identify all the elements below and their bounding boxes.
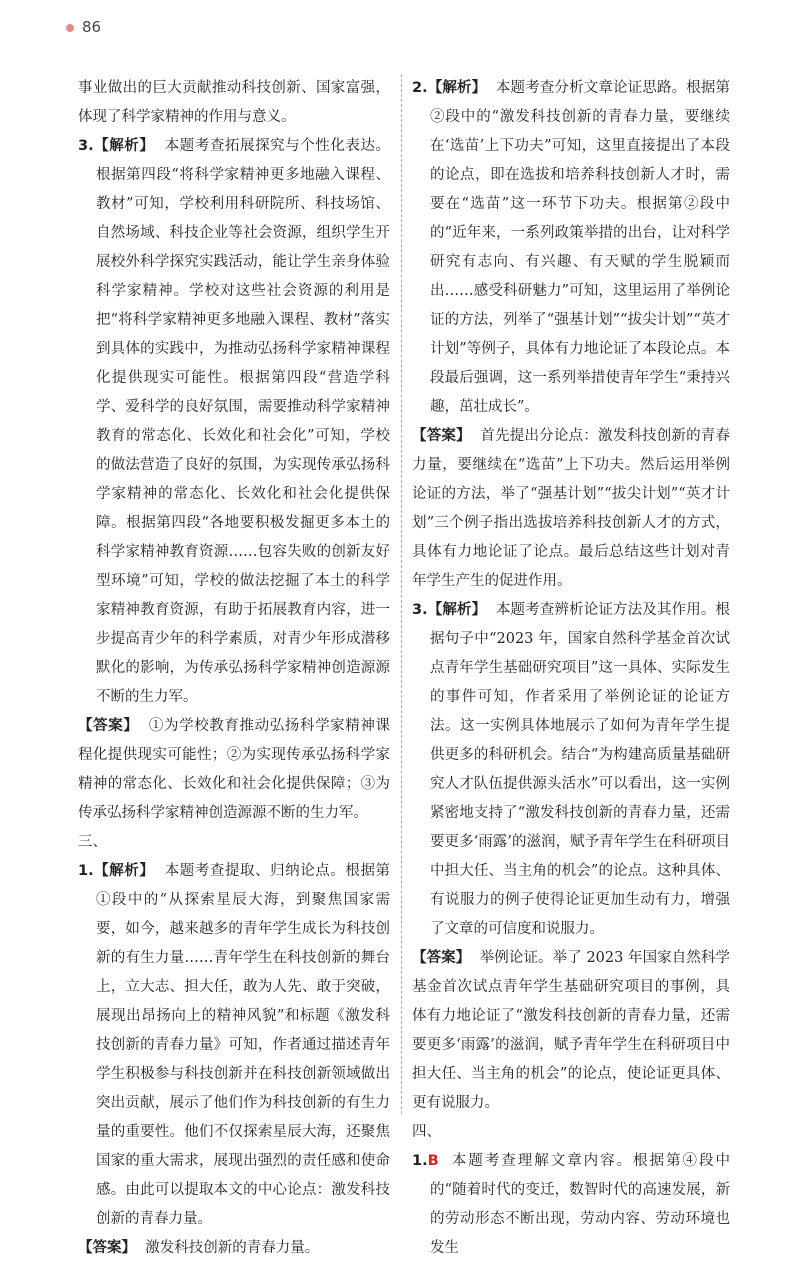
s4-q1-number: 1. xyxy=(412,1153,428,1169)
analysis-tag: 【解析】 xyxy=(427,80,487,96)
s3-q1-number: 1. xyxy=(78,863,94,879)
s3-q2-analysis xyxy=(412,74,730,422)
page-number xyxy=(66,18,101,36)
s3-q1-analysis xyxy=(78,857,390,1234)
page-number-text: 86 xyxy=(82,18,102,36)
q3-answer xyxy=(78,712,390,828)
s3-q2-analysis-text: 本题考查分析文章论证思路。根据第②段中的“激发科技创新的青春力量，要继续在‘选苗’上下功夫”可知，这里直接提出了本段的论点，即在选拔和培养科技创新人才时，需要在“选苗”这一环节下功夫。根据第②段中的“近年来，一系列政策举措的出台，让对科学研究有志向、有兴趣、有天赋的学生脱颖而出……感受科研魅力”可知，这里运用了举例论证的方法，列举了“强基计划”“拔尖计划”“英才计划”等例子，具体有力地论证了本段论点。本段最后强调，这一系列举措使青年学生“秉持兴趣，茁壮成长”。 xyxy=(430,80,731,415)
answer-tag: 【答案】 xyxy=(412,428,471,444)
s4-q1 xyxy=(412,1147,730,1263)
analysis-tag: 【解析】 xyxy=(93,863,155,879)
s4-q1-text: 本题考查理解文章内容。根据第④段中的“随着时代的变迁，数智时代的高速发展，新的劳动形态不断出现，劳动内容、劳动环境也发生 xyxy=(430,1153,731,1256)
s3-q3-answer xyxy=(412,944,730,1118)
q3-analysis-text: 本题考查拓展探究与个性化表达。根据第四段“将科学家精神更多地融入课程、教材”可知，学校利用科研院所、科技场馆、自然场域、科技企业等社会资源，组织学生开展校外科学探究实践活动，能让学生亲身体验科学家精神。学校对这些社会资源的利用是把“将科学家精神更多地融入课程、教材”落实到具体的实践中，为推动弘扬科学家精神课程化提供现实可能性。根据第四段“营造学科学、爱科学的良好氛围，需要推动科学家精神教育的常态化、长效化和社会化”可知，学校的做法营造了良好的氛围，为实现传承弘扬科学家精神的常态化、长效化和社会化提供保障。根据第四段“各地要积极发掘更多本土的科学家精神教育资源……包容失败的创新友好型环境”可知，学校的做法挖掘了本土的科学家精神教育资源，有助于拓展教育内容，进一步提高青少年的科学素质，对青少年形成潜移默化的影响，为传承弘扬科学家精神创造源源不断的生力军。 xyxy=(96,138,391,705)
section-three-heading: 三、 xyxy=(78,834,107,850)
s3-q3-answer-text: 举例论证。举了 2023 年国家自然科学基金首次试点青年学生基础研究项目的事例，具体有力地论证了“激发科技创新的青春力量，还需要更多‘雨露’的滋润，赋予青年学生在科研项目中担大任、当主角的机会”的论点，使论证更具体、更有说服力。 xyxy=(412,950,731,1111)
q3-analysis xyxy=(78,132,390,712)
answer-tag: 【答案】 xyxy=(78,718,139,734)
column-divider xyxy=(401,74,402,1114)
analysis-tag: 【解析】 xyxy=(427,602,487,618)
q3-answer-text: ①为学校教育推动弘扬科学家精神课程化提供现实可能性；②为实现传承弘扬科学家精神的常态化、长效化和社会化提供保障；③为传承弘扬科学家精神创造源源不断的生力军。 xyxy=(78,718,391,821)
s3-q1-answer xyxy=(78,1234,390,1263)
s3-q2-answer xyxy=(412,422,730,596)
answer-tag: 【答案】 xyxy=(78,1240,136,1256)
s3-q3-analysis xyxy=(412,596,730,944)
page-dot-icon xyxy=(66,24,74,32)
answer-tag: 【答案】 xyxy=(412,950,471,966)
s3-q3-analysis-text: 本题考查辨析论证方法及其作用。根据句子中“2023 年，国家自然科学基金首次试点青年学生基础研究项目”这一具体、实际发生的事件可知，作者采用了举例论证的论证方法。这一实例具体地展示了如何为青年学生提供更多的科研机会。结合“为构建高质量基础研究人才队伍提供源头活水”可以看出，这一实例紧密地支持了“激发科技创新的青春力量，还需要更多‘雨露’的滋润，赋予青年学生在科研项目中担大任、当主角的机会”的论点。这种具体、有说服力的例子使得论证更加生动有力，增强了文章的可信度和说服力。 xyxy=(430,602,731,937)
s3-q2-number: 2. xyxy=(412,80,428,96)
left-column xyxy=(78,74,390,1263)
s3-q1-analysis-text: 本题考查提取、归纳论点。根据第①段中的“从探索星辰大海，到聚焦国家需要，如今，越来越多的青年学生成长为科技创新的有生力量……青年学生在科技创新的舞台上，立大志、担大任，敢为人先、敢于突破，展现出昂扬向上的精神风貌”和标题《激发科技创新的青春力量》可知，作者通过描述青年学生积极参与科技创新并在科技创新领域做出突出贡献，展示了他们作为科技创新的有生力量的重要性。他们不仅探索星辰大海，还聚焦国家的重大需求，展现出强烈的责任感和使命感。由此可以提取本文的中心论点：激发科技创新的青春力量。 xyxy=(96,863,391,1227)
s3-q1-answer-text: 激发科技创新的青春力量。 xyxy=(145,1240,320,1256)
s3-q2-answer-text: 首先提出分论点：激发科技创新的青春力量，要继续在“选苗”上下功夫。然后运用举例论证的方法，举了“强基计划”“拔尖计划”“英才计划”三个例子指出选拔培养科技创新人才的方式，具体有力地论证了论点。最后总结这些计划对青年学生产生的促进作用。 xyxy=(412,428,731,589)
section-four-heading: 四、 xyxy=(412,1124,441,1140)
s3-q3-number: 3. xyxy=(412,602,428,618)
analysis-tag: 【解析】 xyxy=(93,138,155,154)
right-column xyxy=(412,74,730,1263)
continued-paragraph: 事业做出的巨大贡献推动科技创新、国家富强，体现了科学家精神的作用与意义。 xyxy=(78,80,390,125)
q3-number: 3. xyxy=(78,138,94,154)
s4-q1-choice: B xyxy=(427,1153,439,1169)
